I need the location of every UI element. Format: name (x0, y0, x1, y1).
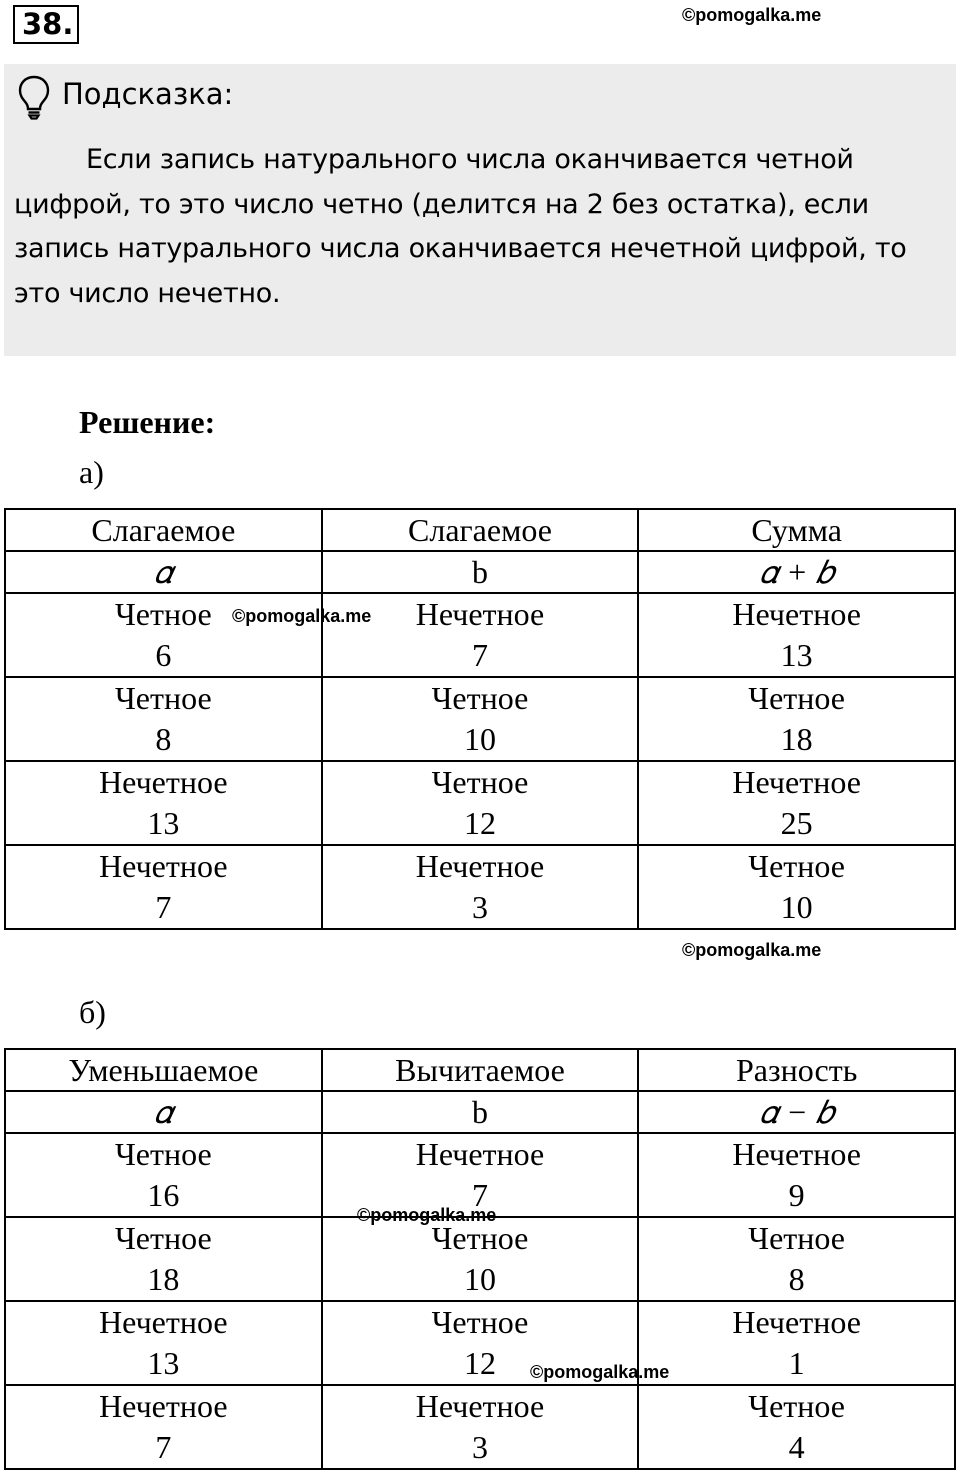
table-cell (5, 1133, 322, 1217)
parity-word: Нечетное (732, 764, 861, 800)
table-cell (638, 1133, 955, 1217)
symbol-cell: 𝛼 − 𝑏 (638, 1091, 955, 1133)
table-cell (5, 761, 322, 845)
parity-word: Четное (114, 1220, 212, 1256)
cell-value: 12 (463, 1345, 496, 1381)
table-cell (5, 1385, 322, 1469)
parity-word: Четное (748, 1220, 845, 1256)
table-cell (638, 761, 955, 845)
table-row (5, 593, 955, 677)
parity-word: Четное (114, 1136, 212, 1172)
header-cell: Вычитаемое (322, 1049, 639, 1091)
cell-value: 10 (463, 1261, 496, 1297)
parity-word: Четное (114, 596, 212, 632)
watermark: ©pomogalka.me (357, 1205, 497, 1225)
table-cell (322, 677, 639, 761)
symbol-cell: 𝛼 + 𝑏 (638, 551, 955, 593)
table-row (5, 1301, 955, 1385)
parity-word: Нечетное (99, 1304, 228, 1340)
header-cell: Уменьшаемое (5, 1049, 322, 1091)
symbol-cell: b (322, 551, 639, 593)
parity-word: Нечетное (732, 1304, 861, 1340)
parity-word: Нечетное (99, 764, 228, 800)
table-a (4, 508, 956, 930)
lightbulb-icon (16, 74, 52, 120)
parity-word: Нечетное (99, 1388, 228, 1424)
hint-text: Если запись натурального числа оканчивается четной цифрой, то это число четно (делится на 2 без остатка), если запись натурального числа оканчивается нечетной цифрой, то это число нечетно. (14, 144, 907, 309)
parity-word: Нечетное (415, 1388, 545, 1424)
cell-value: 7 (471, 1177, 488, 1213)
watermark: ©pomogalka.me (530, 1362, 670, 1382)
table-cell (322, 1217, 639, 1301)
parity-word: Нечетное (415, 848, 545, 884)
cell-value: 9 (788, 1177, 805, 1213)
table-row (5, 677, 955, 761)
cell-value: 3 (471, 889, 488, 925)
symbol-cell: b (322, 1091, 639, 1133)
header-cell: Сумма (638, 509, 955, 551)
cell-value: 7 (155, 889, 172, 925)
part-b-label: б) (79, 994, 106, 1030)
solution-title: Решение: (79, 404, 216, 440)
cell-value: 10 (780, 889, 813, 925)
table-header-row (5, 509, 955, 551)
header-cell: Разность (638, 1049, 955, 1091)
cell-value: 18 (147, 1261, 180, 1297)
watermark: ©pomogalka.me (682, 940, 822, 960)
table-header-row (5, 1049, 955, 1091)
table-cell (638, 677, 955, 761)
parity-word: Нечетное (732, 1136, 861, 1172)
watermark: ©pomogalka.me (232, 606, 372, 626)
cell-value: 25 (780, 805, 813, 841)
table-row (5, 845, 955, 929)
table-cell (5, 1301, 322, 1385)
table-row (5, 1385, 955, 1469)
table-cell (322, 761, 639, 845)
parity-word: Четное (431, 680, 529, 716)
cell-value: 8 (155, 721, 172, 757)
parity-word: Четное (748, 1388, 845, 1424)
cell-value: 13 (147, 1345, 180, 1381)
cell-value: 7 (155, 1429, 172, 1465)
header-cell: Слагаемое (322, 509, 639, 551)
hint-title: Подсказка: (62, 77, 234, 111)
parity-word: Нечетное (415, 596, 545, 632)
cell-value: 18 (780, 721, 813, 757)
parity-word: Четное (431, 1304, 529, 1340)
table-symbol-row (5, 1091, 955, 1133)
table-b (4, 1048, 956, 1470)
table-cell (638, 1301, 955, 1385)
parity-word: Нечетное (415, 1136, 545, 1172)
parity-word: Четное (748, 680, 845, 716)
parity-word: Нечетное (732, 596, 861, 632)
parity-word: Четное (114, 680, 212, 716)
table-cell (638, 1217, 955, 1301)
cell-value: 8 (788, 1261, 805, 1297)
table-cell (638, 845, 955, 929)
cell-value: 13 (780, 637, 813, 673)
parity-word: Четное (431, 1220, 529, 1256)
cell-value: 1 (788, 1345, 805, 1381)
cell-value: 10 (463, 721, 496, 757)
table-cell (5, 677, 322, 761)
watermark: ©pomogalka.me (682, 5, 822, 25)
symbol-cell: 𝛼 (5, 1091, 322, 1133)
part-a-label: а) (79, 454, 104, 490)
parity-word: Нечетное (99, 848, 228, 884)
table-cell (638, 1385, 955, 1469)
table-cell (638, 593, 955, 677)
task-number: 38. (13, 5, 79, 44)
parity-word: Четное (748, 848, 845, 884)
symbol-cell: 𝛼 (5, 551, 322, 593)
table-cell (322, 845, 639, 929)
table-row (5, 761, 955, 845)
cell-value: 16 (147, 1177, 180, 1213)
cell-value: 12 (463, 805, 496, 841)
cell-value: 3 (471, 1429, 488, 1465)
cell-value: 7 (471, 637, 488, 673)
table-cell (322, 1385, 639, 1469)
table-symbol-row (5, 551, 955, 593)
table-cell (5, 1217, 322, 1301)
cell-value: 4 (788, 1429, 805, 1465)
header-cell: Слагаемое (5, 509, 322, 551)
cell-value: 6 (155, 637, 172, 673)
cell-value: 13 (147, 805, 180, 841)
table-cell (5, 845, 322, 929)
parity-word: Четное (431, 764, 529, 800)
table-row (5, 1217, 955, 1301)
